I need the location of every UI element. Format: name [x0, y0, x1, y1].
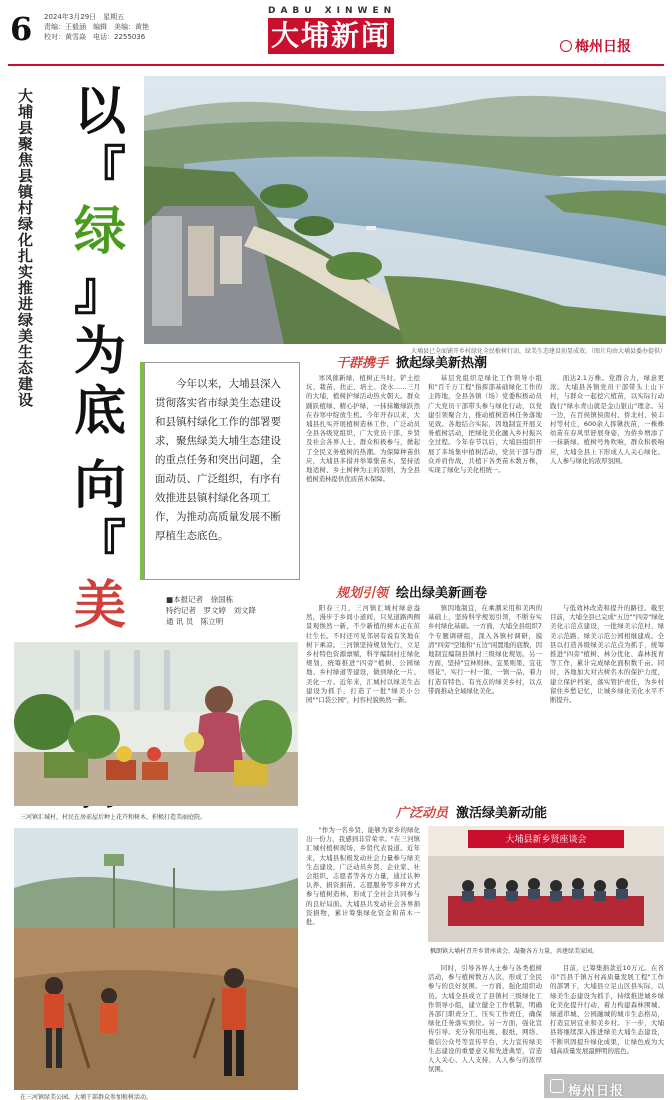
section-3-col-3: 目前，已筹集捐款近10万元。在省市"百县千镇万村高质量发展工程"工作的部署下，大埔县立足山区县实际，以绿美生态建设为抓手，持续推进城乡绿化美化提升行动，着力构建森林围城、绿道串城、公园融城的城市生态格局，打造宜居宜业和美乡村。下一步，大埔县将继续深入推进绿美大埔生态建设，不断巩固提升绿化成果，让绿色成为大埔高质量发展最鲜明的底色。	[550, 964, 664, 1055]
masthead	[0, 0, 672, 62]
headline-red-word: 美	[73, 575, 126, 636]
paper-name: 梅州日报	[575, 39, 631, 55]
section-3-col-2: 同时，引导各界人士参与各类植树活动，参与植树数万人次，形成了全民参与的良好氛围。一方面，强化组织动员。大埔全县成立了县镇村三级绿化工作领导小组，建立健全工作机制，明确各部门职责分工，压实工作责任，确保绿化任务落实到位。另一方面，强化宣传引导。充分利用电视、报纸、网络、微信公众号等宣传平台，大力宣传绿美生态建设的重要意义和先进典型，营造人人关心、人人支持、人人参与的浓厚氛围。	[428, 964, 542, 1074]
tree-planting-photo	[14, 828, 298, 1090]
editor-line: 责编：王毅涵 编辑 美编：黄艳	[44, 23, 149, 31]
logo-mark-icon	[560, 40, 572, 52]
section-pinyin: DABU XINWEN	[268, 6, 397, 16]
intro-paragraph: 今年以来，大埔县深入贯彻落实省市绿美生态建设和县镇村绿化工作的部署要求，聚焦绿美大埔生态建设的重点任务和突出问题，全面动员、广泛组织，有序有效推进县镇村绿化各项工作，为推动高质量发展不断厚植生态底色。	[144, 362, 300, 580]
section-1-col-2: 基层党组织是绿化工作领导小组和"百千万工程"指挥部基础绿化工作的主阵地，全县各镇（场）党委积极动员广大党员干部带头参与绿化行动，以党建引领聚合力，推动植树造林任务落地见效。各地结合实际，因地制宜开展义务植树活动，把绿化美化融入乡村振兴全过程。今年春节以后，大埔县组织开展了多场集中植树活动，党员干部与群众并肩作战，共植下各类苗木数万株，实现了绿化与美化相统一。	[428, 374, 542, 475]
section-1-title: 掀起绿美新热潮	[396, 356, 488, 371]
section-2-col-3: 与低效林改造和提升的路径。截至目前，大埔全县已完成"五边""四旁"绿化美化示范点建设，一批绿美示范村、绿美示范路、绿美示范公园相继建成。全县以打造各级绿美示范点为抓手，统筹推进"四旁"植树、林分优化、森林抚育等工作，累计完成绿化面积数千亩。同时，各地加大对古树名木的保护力度，建立保护档案，落实管护责任，为乡村留住乡愁记忆，让城乡绿化美化水平不断提升。	[550, 604, 664, 705]
article-subhead: 大埔县聚焦县镇村绿化扎实推进绿美生态建设	[16, 88, 34, 408]
page-number: 6	[10, 10, 33, 48]
section-title: 大埔新闻	[268, 18, 394, 54]
section-3-heading	[396, 802, 547, 821]
date-line: 2024年3月29日 星期五	[44, 13, 125, 21]
planting-photo-caption: 在三河镇绿美公园，大埔干部群众参加植树活动。	[20, 1094, 153, 1100]
headline-bottom: 』为底	[73, 261, 126, 442]
byline-correspondent: 通 讯 员 陈立明	[166, 617, 224, 626]
top-photo-caption: 大埔县已全面铺开乡村绿化全民植树行动，绿美生态建设初显成效。（图片均由大埔县委办提供）	[410, 348, 666, 355]
section-2-col-1: 阳春三月，三河镇汇城村绿意盎然，漫步于乡间小道间，只见道路两侧景观焕然一新，不少新植的树木正在茁壮生长。不时还可见邻居有说有笑地在树下乘凉。三河镇坚持规划先行，立足乡村特色资源禀赋，科学编制村庄绿化规划，统筹推进"四旁"植树、公园绿地、乡村绿道等建设，做到绿化一片、美化一方。近年来，汇城村以绿美生态建设为抓手，打造了一批"绿美小公园""口袋公园"，村容村貌焕然一新。	[306, 604, 420, 705]
section-2-title: 绘出绿美新画卷	[396, 586, 488, 601]
courtyard-flowers-photo	[14, 642, 298, 806]
paper-logo	[560, 36, 631, 56]
section-2-col-2: 镇因地制宜，在乘潮采用和美两的基础上，坚持科学规划引领，不断夯实乡村绿化基础。一方面，大埔全县组织7个专题调研组，深入各镇村调研，摸清"四旁"空地和"五边"闲置地的底数，因地制宜编制县镇村三级绿化规划。另一方面，坚持"宜林则林、宜果则果、宜花则花"，实行一村一策、一镇一品，着力打造有特色、有亮点的绿美乡村，以点带面推动全域绿化美化。	[428, 604, 542, 695]
byline-special: 特约记者 罗文婷 刘文降	[166, 606, 256, 615]
watermark-logo-icon	[550, 1079, 564, 1093]
headline-bracket-open: 以『	[73, 81, 126, 202]
section-1-col-1: 寒风催新绿，植树正当时。铲土挖坑、栽苗、扶正、培土、浇水……三月的大埔，植树护绿活动热火朝天。群众踊跃植绿、精心护绿，一抹抹嫩绿跃然在春寒中绽放生机。今年开春以来，大埔县扎实开展植树造林工作，广泛动员全县各级党组织、广大党员干部、乡贤及社会各界人士、群众积极参与，掀起了全民义务植树的热潮。为保障种苗供应，大埔县多措并举筹集苗木，坚持适地适树、乡土树种为主的原则，为全县植树造林提供优质苗木保障。	[306, 374, 420, 484]
meeting-photo-caption: 枫朗镇大埔村召开乡贤座谈会，凝聚各方力量，共建绿美家园。	[430, 948, 599, 955]
headline-toward: 向『	[73, 455, 126, 576]
section-2-heading	[336, 582, 487, 601]
edition-meta	[44, 12, 149, 42]
headline-green-word: 绿	[73, 201, 126, 262]
meeting-banner-text: 大埔县新乡贤座谈会	[505, 835, 587, 845]
river-town-photo	[144, 76, 666, 344]
section-1-tag: 干群携手	[336, 356, 389, 371]
section-2-tag: 规划引领	[336, 586, 389, 601]
watermark-text: 梅州日报	[568, 1084, 625, 1099]
section-1-heading	[336, 352, 487, 371]
meeting-photo	[428, 826, 664, 942]
proof-line: 校对：黄雪焱 电话：2255036	[44, 33, 146, 41]
section-1-col-3: 面达2.1万株。党群合力，绿意更浓。大埔县各镇党员干部带头上山下村，与群众一起挖穴植苗，以实际行动践行"绿水青山就是金山银山"理念。另一边，在百侯镇侯南村、侨北村、侯丰村等村庄，600余人挥锹扶苗，一株株幼苗在春风里舒展身姿，为侨乡增添了一抹新绿。植树号角吹响，群众积极响应，大埔全县上下形成人人关心绿化、人人参与绿化的浓厚氛围。	[550, 374, 664, 465]
section-3-title: 激活绿美新动能	[456, 806, 548, 821]
byline-reporter: ■本报记者 徐国栋	[166, 595, 234, 604]
header-rule	[8, 64, 664, 66]
section-3-tag: 广泛动员	[396, 806, 449, 821]
section-3-col-1: "作为一名乡贤，能够为家乡的绿化出一份力，我感到非常荣幸。"在三河镇汇城村植树现场，乡贤代表说道。近年来，大埔县积极发动社会力量参与绿美生态建设，广泛动员乡贤、企业家、社会组织、志愿者等各方力量，通过认种认养、捐资捐苗、志愿服务等多种方式参与植树造林，形成了全社会共同参与的良好局面。大埔县共发动社会各界捐资捐物，累计筹集绿化资金和苗木一批。	[306, 826, 420, 927]
byline	[166, 594, 256, 627]
courtyard-photo-caption: 三河镇汇城村，村民在房前屋后种上花卉和树木，积极打造美丽庭院。	[20, 814, 207, 821]
